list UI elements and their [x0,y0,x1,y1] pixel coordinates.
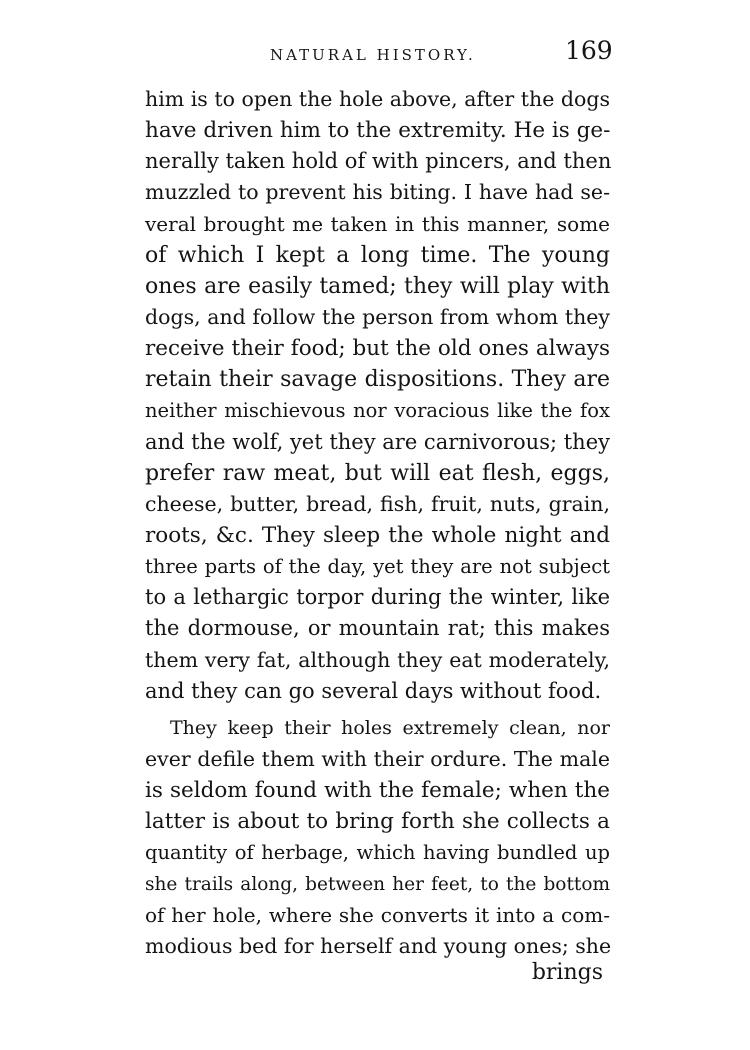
text-line: him is to open the hole above, after the dogs [145,87,610,111]
catchword: brings [531,960,603,985]
text-line: and they can go several days without food. [145,678,602,703]
text-line: dogs, and follow the person from whom they [145,304,610,329]
body-text [145,84,610,962]
text-line: the dormouse, or mountain rat; this makes [145,616,610,641]
text-line: them very fat, although they eat moderately, [145,647,610,672]
text-line: muzzled to prevent his biting. I have had se- [145,180,610,205]
text-line: neither mischievous nor voracious like the fox [145,399,610,423]
text-line: of her hole, where she converts it into a com- [145,902,610,927]
text-line: prefer raw meat, but will eat flesh, eggs, [145,460,610,486]
text-line: of which I kept a long time. The young [145,242,610,268]
text-line: nerally taken hold of with pincers, and then [145,149,612,174]
text-line: three parts of the day, yet they are not subject [145,555,610,579]
text-line: latter is about to bring forth she collects a [145,809,610,835]
text-line: to a lethargic torpor during the winter, like [145,585,610,610]
text-line: modious bed for herself and young ones; she [145,933,612,958]
text-line: receive their food; but the old ones always [145,336,610,362]
text-line: she trails along, between her feet, to the bottom [145,873,610,895]
text-line: is seldom found with the female; when the [145,778,610,804]
text-line: have driven him to the extremity. He is ge- [145,118,611,144]
text-line: They keep their holes extremely clean, nor [170,716,610,739]
text-line: ever defile them with their ordure. The male [145,746,610,771]
text-line: roots, &c. They sleep the whole night and [145,522,610,548]
paragraph-2 [145,713,610,962]
text-line: ones are easily tamed; they will play with [145,273,610,299]
page-number: 169 [565,36,613,65]
text-line: quantity of herbage, which having bundled up [145,841,610,865]
running-title: NATURAL HISTORY. [270,46,476,64]
text-line: and the wolf, yet they are carnivorous; they [145,429,610,454]
text-line: veral brought me taken in this manner, some [145,211,610,236]
text-line: retain their savage dispositions. They are [145,367,610,393]
paragraph-1 [145,84,610,707]
text-line: cheese, butter, bread, fish, fruit, nuts, grain, [145,491,610,516]
